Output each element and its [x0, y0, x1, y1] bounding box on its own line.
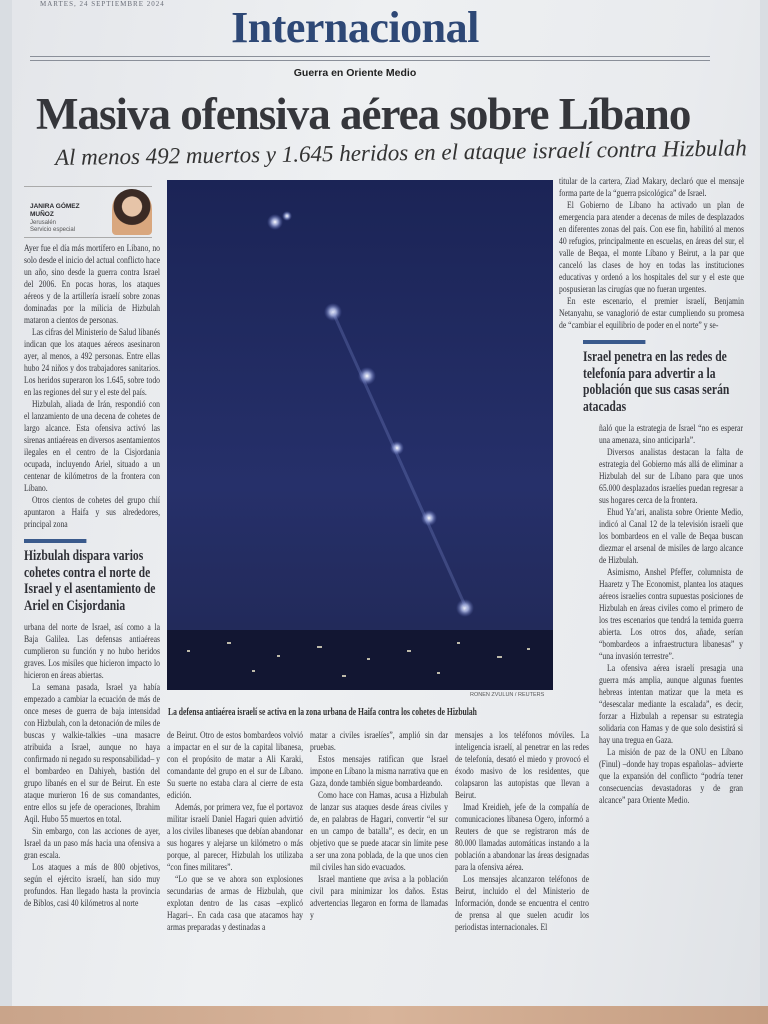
paragraph: urbana del norte de Israel, así como a la Baja Galilea. Las defensas antiaéreas cumplieron su función y no hubo heridos graves. Los misiles que hicieron impacto lo hicieron en áreas abiertas.	[24, 622, 160, 681]
paragraph: La semana pasada, Israel ya había empezado a cambiar la ecuación de más de once meses de guerra de baja intensidad con Hizbulah, con la detonación de miles de buscas y walkie-talkies –una masacre atribuida a Israel, aunque no haya confirmado ni negado su responsabilidad– y el bombardeo en Dahiyeh, bastión del grupo libanés en el sur de Beirut. En este ataque murieron 16 de sus comandantes, entre ellos su jefe de operaciones, Ibrahim Aqil. Hubo 55 muertos en total.	[24, 682, 160, 825]
paragraph: Los mensajes alcanzaron teléfonos de Beirut, incluido el del Ministerio de Información, donde se encuentra el centro de prensa al que suelen acudir los periodistas internacionales. El	[455, 874, 589, 933]
paragraph: La misión de paz de la ONU en Líbano (Finul) –donde hay tropas españolas– advierte que la expansión del conflicto “podría tener consecuencias devastadoras y de gran alcance” para Oriente Medio.	[599, 747, 743, 806]
subtitle: Al menos 492 muertos y 1.645 heridos en el ataque israelí contra Hizbulah	[54, 135, 747, 170]
subhead: Israel penetra en las redes de telefonía para advertir a la población que sus casas serán atacadas	[583, 349, 730, 415]
section-title: Internacional	[231, 3, 479, 52]
paragraph: ñaló que la estrategia de Israel “no es esperar una amenaza, sino anticiparla”.	[599, 423, 743, 446]
author-city: Jerusalén	[30, 220, 57, 226]
paragraph: Hizbulah, aliada de Irán, respondió con el lanzamiento de una decena de cohetes de largo alcance. Esta ofensiva activó las sirenas antiaéreas en diversos asentamientos ilegales en el centro de la Cisjordania ocupada, incluyendo Ariel, situado a un centenar de kilómetros de la frontera con Líbano.	[24, 399, 160, 494]
paragraph: Otros cientos de cohetes del grupo chií apuntaron a Haifa y sus alrededores, principal zona	[24, 495, 160, 530]
column-right-top-text	[559, 176, 744, 332]
column-2	[167, 730, 303, 934]
paragraph: Además, por primera vez, fue el portavoz militar israelí Daniel Hagari quien advirtió a los civiles libaneses que debían abandonar sus hogares y alejarse un kilómetro o más porque, al parecer, Hizbulah los utilizaba “con fines militares”.	[167, 802, 303, 873]
author-name: JANIRA GÓMEZ MUÑOZ	[30, 203, 80, 218]
accent-bar	[24, 539, 86, 543]
wooden-table-edge	[0, 1006, 768, 1024]
paragraph: Las cifras del Ministerio de Salud libanés indican que los ataques aéreos asesinaron ayer, al menos, a 492 personas. Entre ellas hubo 24 niños y dos trabajadores sanitarios. Los heridos superaron los 1.645, sobre todo en las regiones del sur y el este del país.	[24, 327, 160, 398]
headline: Masiva ofensiva aérea sobre Líbano	[36, 89, 691, 139]
paragraph: “Lo que se ve ahora son explosiones secundarias de armas de Hizbulah, que explotan dentro de las casas –explicó Hagari–. En cada casa que atacamos hay armas preparadas y destinadas a	[167, 874, 303, 933]
divider	[30, 60, 710, 61]
photo-caption: La defensa antiaérea israelí se activa en la zona urbana de Haifa contra los cohetes de Hizbulah	[168, 707, 477, 718]
column-3-text	[310, 730, 448, 922]
subhead-block-2	[583, 340, 743, 415]
paragraph: En este escenario, el premier israelí, Benjamin Netanyahu, se vanaglorió de estar cumpliendo su promesa de “cambiar el equilibrio de poder en el norte” y se-	[559, 296, 744, 331]
paragraph: Israel mantiene que avisa a la población civil para minimizar los daños. Estas advertencias llegaron en forma de llamadas y	[310, 874, 448, 921]
city-skyline	[167, 630, 553, 690]
paragraph: Diversos analistas destacan la falta de estrategia del Gobierno más allá de eliminar a Hizbulah del sur de Líbano para que unos 65.000 desplazados israelíes puedan regresar a sus hogares cerca de la frontera.	[599, 447, 743, 506]
author-role: Servicio especial	[30, 227, 76, 233]
column-1-text	[24, 243, 160, 910]
paragraph: Como hace con Hamas, acusa a Hizbulah de lanzar sus ataques desde áreas civiles y de, en palabras de Hagari, convertir “el sur en un campo de batalla”, es decir, en un objetivo que se puede atacar sin límite pese a ser una zona poblada, de la que unos cien mil civiles han sido evacuados.	[310, 790, 448, 873]
paragraph: mensajes a los teléfonos móviles. La inteligencia israelí, al penetrar en las redes de telefonía, desató el miedo y provocó el éxodo masivo de los residentes, que colapsaron las autopistas que llevan a Beirut.	[455, 730, 589, 801]
photo-credit: RONEN ZVULUN / REUTERS	[470, 692, 545, 698]
paragraph: Estos mensajes ratifican que Israel impone en Líbano la misma narrativa que en Gaza, donde también sigue bombardeando.	[310, 754, 448, 789]
paragraph: Los ataques a más de 800 objetivos, según el ejército israelí, han sido muy profundos. Han llegado hasta la provincia de Biblos, casi 40 kilómetros al norte	[24, 862, 160, 909]
author-location	[30, 220, 75, 234]
paragraph: Imad Kreidieh, jefe de la compañía de comunicaciones libanesa Ogero, informó a Reuters de que se registraron más de 80.000 llamadas automáticas instando a la población a abandonar las áreas designadas para la ofensiva aérea.	[455, 802, 589, 873]
column-right-top	[559, 176, 744, 807]
paragraph: de Beirut. Otro de estos bombardeos volvió a impactar en el sur de la capital libanesa, con el propósito de matar a Ali Karaki, comandante del grupo en el sur de Líbano. Su suerte no estaba clara al cierre de esta edición.	[167, 730, 303, 801]
accent-bar	[583, 340, 645, 344]
column-3	[310, 730, 448, 922]
paragraph: Sin embargo, con las acciones de ayer, Israel da un paso más hacia una ofensiva a gran escala.	[24, 826, 160, 861]
news-photo	[167, 180, 553, 690]
kicker: Guerra en Oriente Medio	[293, 67, 417, 79]
divider	[30, 56, 710, 57]
paragraph: La ofensiva aérea israelí presagia una guerra más amplia, aunque algunas fuentes hebreas intentan matizar que la meta es “desescalar mediante la escalada”, es decir, forzar a Hizbulah a repensar su estrategia solidaria con Hamas y de que solo desistirá si hay una tregua en Gaza.	[599, 663, 743, 746]
subhead: Hizbulah dispara varios cohetes contra el norte de Israel y el asentamiento de Ariel en Cisjordania	[24, 548, 156, 614]
paragraph: El Gobierno de Líbano ha activado un plan de emergencia para atender a decenas de miles de desplazados en diferentes zonas del país. Con ese fin, habilitó al menos 40 refugios, principalmente en escuelas, en áreas del sur, el valle de Beqaa, el monte Líbano y Beirut, a la par que canceló las clases de hoy en todas las instituciones educativas y ordenó a los hospitales del sur y el este que pospusieran las cirugías que no fueran urgentes.	[559, 200, 744, 295]
column-right-bottom	[583, 340, 743, 807]
paragraph: Ehud Ya’ari, analista sobre Oriente Medio, indicó al Canal 12 de la televisión israelí que los bombardeos en el valle de Beqaa buscan diezmar el arsenal de misiles de largo alcance de Hizbulah.	[599, 507, 743, 566]
night-sky	[167, 180, 553, 690]
column-1	[24, 186, 160, 910]
paragraph: Ayer fue el día más mortífero en Líbano, no solo desde el inicio del actual conflicto hace un año, sino desde la guerra contra Israel del 2006. En pocas horas, los ataques aéreos y de la artillería israelí sobre zonas dominadas por la milicia de Hizbulah mataron a cientos de personas.	[24, 243, 160, 326]
column-2-text	[167, 730, 303, 934]
author-avatar	[112, 189, 152, 235]
column-right-bottom-text	[583, 340, 743, 807]
author-box	[24, 186, 152, 238]
paragraph: titular de la cartera, Ziad Makary, declaró que el mensaje forma parte de la “guerra psicológica” de Israel.	[559, 176, 744, 199]
right-bottom-paragraphs	[599, 423, 743, 807]
paragraph: matar a civiles israelíes”, amplió sin dar pruebas.	[310, 730, 448, 753]
subhead-block-1	[24, 539, 160, 614]
issue-date: MARTES, 24 SEPTIEMBRE 2024	[40, 0, 165, 8]
paragraph: Asimismo, Anshel Pfeffer, columnista de Haaretz y The Economist, plantea los ataques aéreos israelíes contra supuestas posiciones de Hizbulah en áreas civiles como el primero de los tres escenarios que tendrá la temida guerra abierta. Los otros dos, añade, serían “bombardeos a infraestructura libanesas” y “una invasión terrestre”.	[599, 567, 743, 662]
